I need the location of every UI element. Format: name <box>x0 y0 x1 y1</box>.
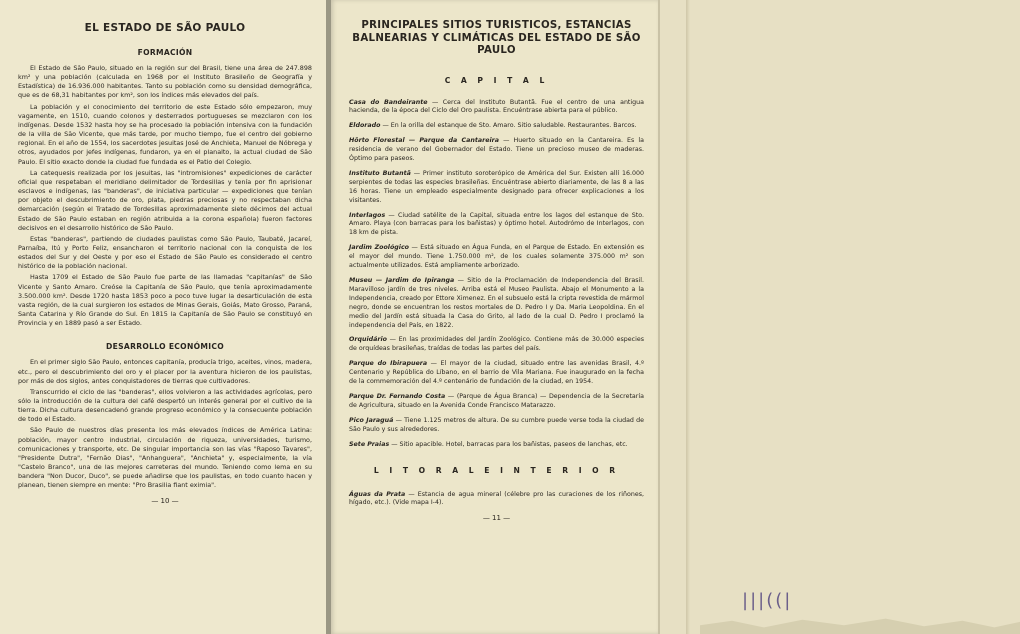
site-description: — Estancia de agua mineral (célebre pro las curaciones de los riñones, hígado, etc.). (Vide mapa I-4). <box>349 490 644 507</box>
site-entry <box>349 491 644 509</box>
site-name: Águas da Prata <box>349 490 406 498</box>
blank-page <box>660 0 1020 634</box>
site-description: — Cerca del Instituto Butantã. Fue el centro de una antigua hacienda, de la época del Ciclo del Oro paulista. Encuéntrase abierta para el público. <box>349 98 644 115</box>
site-entry <box>349 441 644 450</box>
site-entry <box>349 244 644 271</box>
site-name: Parque Dr. Fernando Costa <box>349 392 446 400</box>
site-entry <box>349 277 644 330</box>
page-number-right: — 11 — <box>482 514 511 523</box>
paragraph: Estas "banderas", partiendo de ciudades paulistas como São Paulo, Taubaté, Jacareí, Parnaíba, Itú y Porto Feliz, ensancharon el territorio nacional con la conquista de los estados del Sur y del Oeste y por eso el Estado de São Paulo es considerado el centro histórico de la población nacional. <box>18 234 312 271</box>
folded-edge <box>686 0 690 634</box>
site-entry <box>349 417 644 435</box>
site-description: — Está situado en Água Funda, en el Parque de Estado. En extensión es el mayor del mundo. Tiene 1.750.000 m², de los cuales solamente 375.000 m² son actualmente utilizados. Está ampliamente arborizado. <box>349 244 644 270</box>
site-name: Eldorado <box>349 122 381 130</box>
site-entry <box>349 122 644 131</box>
paragraph: Hasta 1709 el Estado de São Paulo fue parte de las llamadas "capitanías" de São Vicente y Santo Amaro. Creóse la Capitanía de São Paulo, que tenía aproximadamente 3.500.000 km². Desde 1720 hasta 1853 poco a poco tuve lugar la desarticulación de esta vasta región, de la cual surgieron los estados de Minas Gerais, Goiás, Mato Grosso, Paraná, Santa Catarina y Río Grande do Sul. En 1815 la Capitanía de São Paulo se constituyó en Provincia y en 1889 pasó a ser Estado. <box>18 273 312 328</box>
right-page <box>331 0 658 634</box>
site-name: Casa do Bandeirante <box>349 98 428 106</box>
paragraph: Transcurrido el ciclo de las "banderas", ellos volvieron a las actividades agrícolas, pero sólo la introducción de la cultura del café despertó un interés general por el cultivo de la tierra. Dicha cultura desencadenó grande progreso económico y la consecuente población de todo el Estado. <box>18 387 312 424</box>
site-entry <box>349 212 644 239</box>
site-name: Sete Praias <box>349 440 390 448</box>
site-description: — Primer instituto soroterópico de América del Sur. Existen allí 16.000 serpientes de todas las especies brasileñas. Encuéntrase abierto diariamente, de las 8 a las 16 horas. Tiene un empleado especialmente designado para ofrecer explicaciones a los visitantes. <box>349 169 644 204</box>
paragraph: São Paulo de nuestros días presenta los más elevados índices de América Latina: población, mayor centro industrial, circulación de riqueza, universidades, turismo, comunicaciones y transporte, etc. De singular importancia son las vías "Raposo Tavares", "Presidente Dutra", "Fernão Dias", "Anhanguera", "Anchieta" y, especialmente, la vía "Castelo Branco", una de las mejores carreteras del mundo. Teniendo como lema en su bandera "Non Ducor, Duco", se puede añadirse que los paulistas, en todo cuanto hacen y planean, tienen siempre en mente: "Pro Brasilia fiant eximia". <box>18 426 312 490</box>
site-name: Interlagos <box>349 211 386 219</box>
site-description: — En la orilla del estanque de Sto. Amaro. Sitio saludable. Restaurantes. Barcos. <box>380 122 637 130</box>
pen-marks: |||((| <box>742 590 793 611</box>
site-description: — Huerto situado en la Cantareira. Es la residencia de verano del Gobernador del Estado. Tiene un precioso museo de maderas. Óptimo para paseos. <box>349 137 644 163</box>
page-number-left: — 10 — <box>151 496 179 505</box>
site-description: — En las proximidades del Jardín Zoológico. Contiene más de 30.000 especies de orquídeas brasileñas, traídas de todas las partes del país. <box>349 336 644 353</box>
site-description: — (Parque de Água Branca) — Dependencia de la Secretaría de Agricultura, situado en la Avenida Conde Francisco Matarazzo. <box>349 392 644 409</box>
section-label-litoral: L I T O R A L E I N T E R I O R <box>373 465 620 475</box>
section-heading-formacion: FORMACIÓN <box>137 48 193 57</box>
site-description: — Sitio de la Proclamación de Independencia del Brasil. Maravilloso jardín de tres niveles. Arriba está el Museo Paulista. Abajo el Monumento a la Independencia, creado por Ettore Ximenez. En el subsuelo está la cripta revestida de mármol negro, donde se encuentran los restos mortales de D. Pedro I y Da. Maria Leopoldina. En el medio del Jardín está situada la Casa do Grito, al lado de la cual D. Pedro I proclamó la independencia del País, en 1822. <box>349 277 644 329</box>
site-name: Parque do Ibirapuera <box>349 360 428 368</box>
site-name: Hôrto Florestal — Parque da Cantareira <box>349 137 500 145</box>
site-name: Orquidário <box>349 336 387 344</box>
left-page <box>0 0 326 634</box>
paragraph: La catequesis realizada por los jesuitas, las "intromisiones" expediciones de carácter oficial que respetaban el meridiano delimitador de Tordesillas y tenía por fin aprisionar esclavos e indígenas, las "banderas", de iniciativa particular — expediciones que tenían por objeto el descubrimiento de oro, plata, piedras preciosas y no respectaban dicha demarcación (según el Tratado de Tordesillas aproximadamente siete décimos del actual Estado de São Paulo estaban en región atribuida a la corona española) fueron factores decisivos en el desarrollo histórico de São Paulo. <box>18 168 312 232</box>
site-entry <box>349 336 644 354</box>
site-name: Museu — Jardim do Ipiranga <box>349 277 455 284</box>
paragraph: La población y el conocimiento del territorio de este Estado sólo empezaron, muy vagamente, en 1510, cuando colonos y desterrados portugueses se mezclaron con los indígenas. Desde 1532 hasta hoy se ha procesado la población intensiva con la fundación de la villa de São Vicente, que más tarde, por mucho tiempo, fue el centro del gobierno regional. En el año de 1554, los sacerdotes jesuitas José de Anchieta, Manuel de Nóbrega y otros, ayudados por jefes indígenas, fundaron, ya en el planalto, la actual ciudad de São Paulo. El sitio exacto donde la ciudad fue fundada es el Patio del Colegio. <box>18 102 312 166</box>
site-entry <box>349 170 644 206</box>
site-entry <box>349 360 644 387</box>
right-page-title: PRINCIPALES SITIOS TURISTICOS, ESTANCIAS BALNEARIAS Y CLIMÁTICAS DEL ESTADO DE SÃO PAULO <box>352 20 641 56</box>
site-name: Pico Jaraguá <box>349 416 394 424</box>
section-label-capital: C A P I T A L <box>444 75 549 85</box>
site-description: — El mayor de la ciudad, situado entre las avenidas Brasil, 4.º Centenario y República do Líbano, en el barrio de Vila Mariana. Fue inaugurado en la fecha de la commemoración del 4.º centenário de fundación de la ciudad, en 1954. <box>349 360 644 386</box>
section-heading-desarrollo: DESARROLLO ECONÓMICO <box>106 342 224 352</box>
litoral-entry-list <box>349 491 644 509</box>
site-name: Instituto Butantã <box>349 169 411 177</box>
site-description: — Sitio apacible. Hotel, barracas para los bañistas, paseos de lanchas, etc. <box>389 440 628 448</box>
site-description: — Ciudad satélite de la Capital, situada entre los lagos del estanque de Sto. Amaro. Playa (con barracas para los bañistas) y óptimo hotel. Autodrómo de Interlagos, con 18 km de pista. <box>349 211 644 237</box>
site-name: Jardim Zoológico <box>349 244 410 252</box>
capital-entry-list <box>349 99 644 450</box>
left-page-title: EL ESTADO DE SÃO PAULO <box>84 22 246 34</box>
site-entry <box>349 99 644 117</box>
site-entry <box>349 393 644 411</box>
site-description: — Tiene 1.125 metros de altura. De su cumbre puede verse toda la ciudad de São Paulo y sus alrededores. <box>349 416 644 433</box>
site-entry <box>349 137 644 164</box>
paragraph: El Estado de São Paulo, situado en la región sur del Brasil, tiene una área de 247.898 km² y una población (calculada en 1968 por el Instituto Brasileño de Geografía y Estadística) de 16.936.000 habitantes. Tanto su población como su densidad demográfica, que es de 68,31 habitantes por km², son los índices más elevados del país. <box>18 64 312 100</box>
paragraph: En el primer siglo São Paulo, entonces capitanía, producía trigo, aceites, vinos, madera, etc., pero el descubrimiento del oro y el placer por la aventura hicieron de los paulistas, por más de dos siglos, antes conquistadores de tierras que cultivadores. <box>18 358 312 385</box>
